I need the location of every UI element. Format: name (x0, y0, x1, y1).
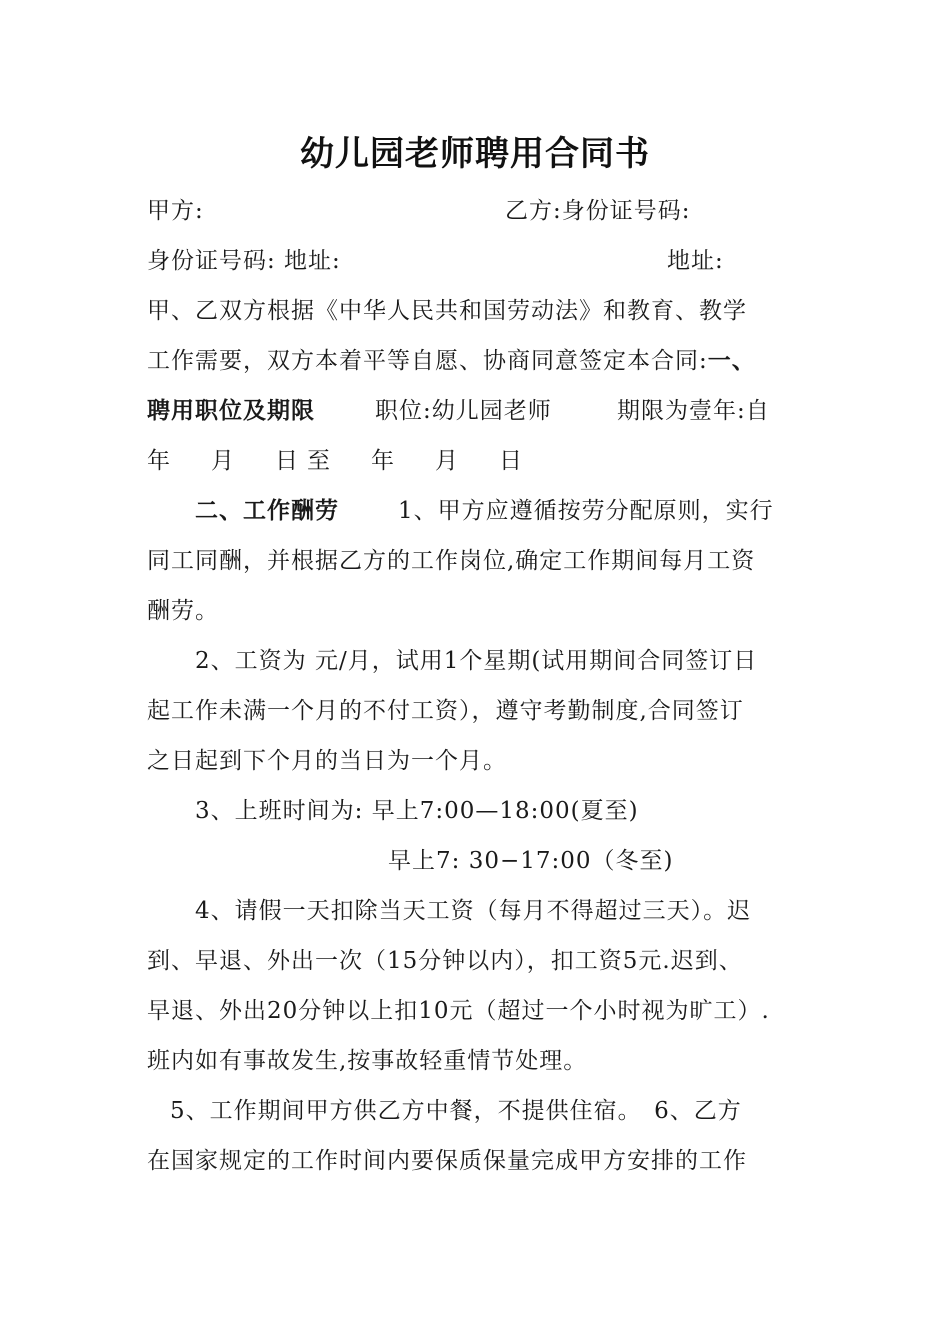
section-1-number: 一、 (707, 348, 756, 374)
address-label-right: 地址: (667, 248, 724, 274)
id-address-label: 身份证号码: 地址: (147, 248, 341, 274)
item-3-line-2: 早上7: 30−17:00（冬至) (388, 848, 674, 874)
item-4-line-1: 4、请假一天扣除当天工资（每月不得超过三天）。迟 (195, 898, 752, 924)
item-4-line-3: 早退、外出20分钟以上扣10元（超过一个小时视为旷工）. (147, 998, 770, 1024)
document-title: 幼儿园老师聘用合同书 (300, 134, 650, 174)
section-1-term: 期限为壹年:自 (617, 398, 770, 424)
section-2-item-1-line-1: 1、甲方应遵循按劳分配原则，实行 (398, 498, 774, 524)
item-2-line-1: 2、工资为 元/月，试用1个星期(试用期间合同签订日 (195, 648, 758, 674)
party-a-label: 甲方: (147, 198, 204, 224)
section-1-line (147, 396, 315, 426)
section-1-heading: 聘用职位及期限 (147, 398, 315, 424)
section-2-item-1-line-3: 酬劳。 (147, 598, 219, 624)
section-2-heading: 二、工作酬劳 (195, 498, 339, 524)
section-1-dates: 年 月 日至 年 月 日 (147, 448, 531, 474)
item-2-line-3: 之日起到下个月的当日为一个月。 (147, 748, 507, 774)
item-5-line-1: 5、工作期间甲方供乙方中餐，不提供住宿。 6、乙方 (170, 1098, 742, 1124)
item-3-line-1: 3、上班时间为: 早上7:00—18:00(夏至) (195, 798, 639, 824)
item-4-line-2: 到、早退、外出一次（15分钟以内），扣工资5元.迟到、 (147, 948, 743, 974)
item-2-line-2: 起工作未满一个月的不付工资），遵守考勤制度,合同签订 (147, 698, 744, 724)
intro-line-1: 甲、乙双方根据《中华人民共和国劳动法》和教育、教学 (147, 298, 747, 324)
section-1-position: 职位:幼儿园老师 (375, 398, 552, 424)
item-5-line-2: 在国家规定的工作时间内要保质保量完成甲方安排的工作 (147, 1148, 747, 1174)
section-2-item-1-line-2: 同工同酬，并根据乙方的工作岗位,确定工作期间每月工资 (147, 548, 756, 574)
item-4-line-4: 班内如有事故发生,按事故轻重情节处理。 (147, 1048, 588, 1074)
intro-line-2-text: 工作需要，双方本着平等自愿、协商同意签定本合同: (147, 348, 708, 374)
intro-line-2 (147, 346, 756, 376)
party-b-id-label: 乙方:身份证号码: (505, 198, 691, 224)
